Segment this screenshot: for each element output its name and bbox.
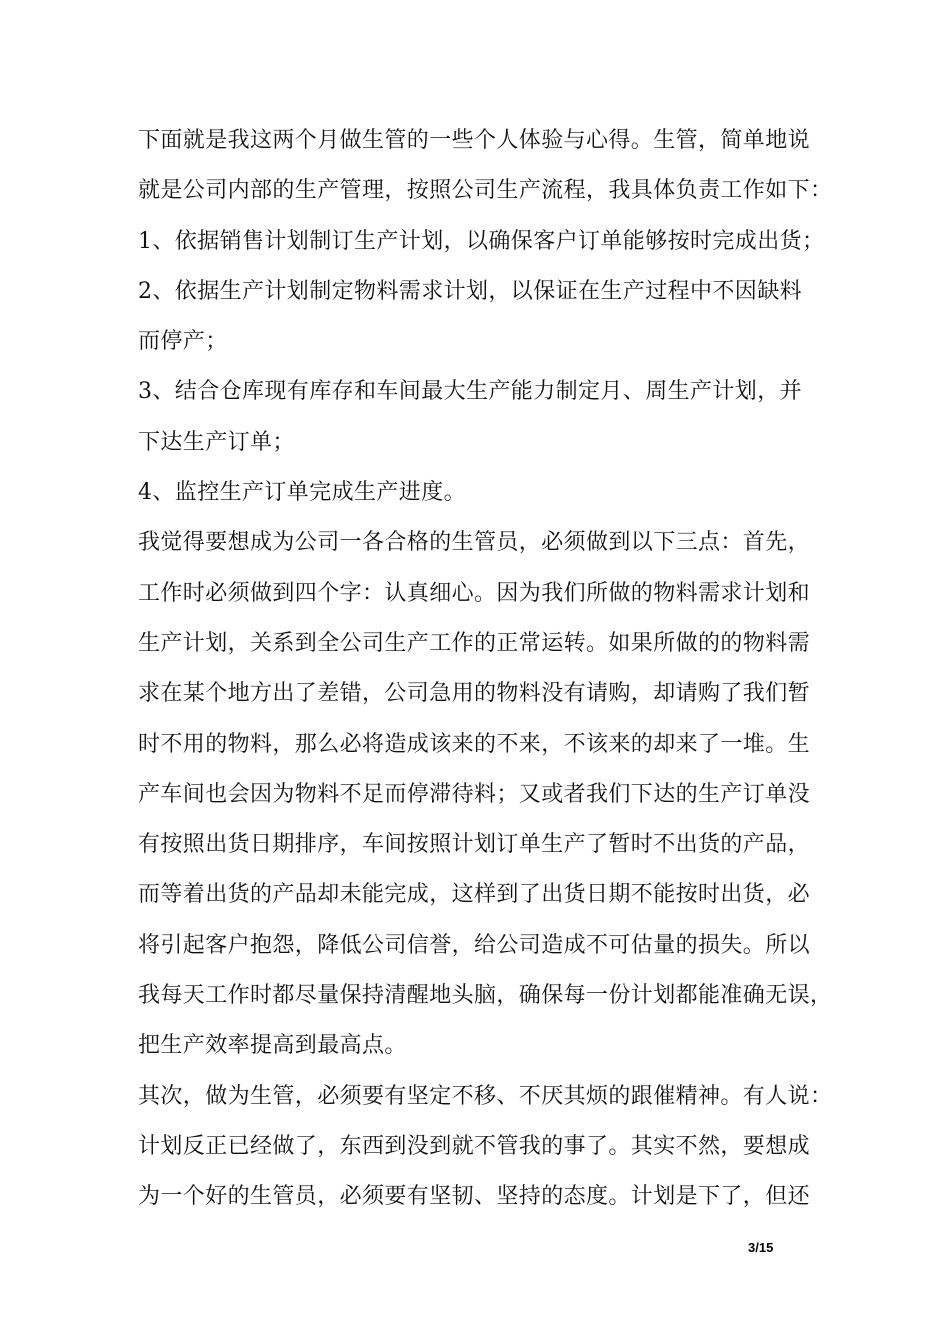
text-line: 工作时必须做到四个字：认真细心。因为我们所做的物料需求计划和 — [138, 580, 811, 606]
text-line: 生产计划，关系到全公司生产工作的正常运转。如果所做的的物料需 — [138, 630, 811, 656]
text-line: 我每天工作时都尽量保持清醒地头脑，确保每一份计划都能准确无误， — [138, 983, 833, 1009]
text-line: 2、依据生产计划制定物料需求计划，以保证在生产过程中不因缺料 — [138, 278, 802, 304]
text-line: 时不用的物料，那么必将造成该来的不来，不该来的却来了一堆。生 — [138, 731, 811, 757]
text-line: 而停产； — [138, 329, 228, 355]
text-line: 求在某个地方出了差错，公司急用的物料没有请购，却请购了我们暂 — [138, 681, 811, 707]
text-line: 为一个好的生管员，必须要有坚韧、坚持的态度。计划是下了，但还 — [138, 1184, 811, 1210]
page-number: 3/15 — [748, 1240, 774, 1255]
text-line: 就是公司内部的生产管理，按照公司生产流程，我具体负责工作如下： — [138, 178, 833, 204]
text-line: 下达生产订单； — [138, 429, 295, 455]
text-line: 产车间也会因为物料不足而停滞待料；又或者我们下达的生产订单没 — [138, 781, 811, 807]
text-line: 把生产效率提高到最高点。 — [138, 1033, 407, 1059]
text-line: 我觉得要想成为公司一各合格的生管员，必须做到以下三点：首先， — [138, 530, 811, 556]
text-line: 其次，做为生管，必须要有坚定不移、不厌其烦的跟催精神。有人说： — [138, 1083, 833, 1109]
text-line: 计划反正已经做了，东西到没到就不管我的事了。其实不然，要想成 — [138, 1133, 811, 1159]
text-line: 将引起客户抱怨，降低公司信誉，给公司造成不可估量的损失。所以 — [138, 932, 811, 958]
text-line: 下面就是我这两个月做生管的一些个人体验与心得。生管，简单地说 — [138, 128, 811, 153]
text-line: 1、依据销售计划制订生产计划，以确保客户订单能够按时完成出货； — [138, 228, 825, 254]
text-line: 有按照出货日期排序，车间按照计划订单生产了暂时不出货的产品， — [138, 832, 811, 858]
text-line: 而等着出货的产品却未能完成，这样到了出货日期不能按时出货，必 — [138, 882, 811, 908]
text-line: 3、结合仓库现有库存和车间最大生产能力制定月、周生产计划，并 — [138, 379, 802, 405]
document-body — [138, 116, 838, 1223]
text-line: 4、监控生产订单完成生产进度。 — [138, 480, 466, 506]
